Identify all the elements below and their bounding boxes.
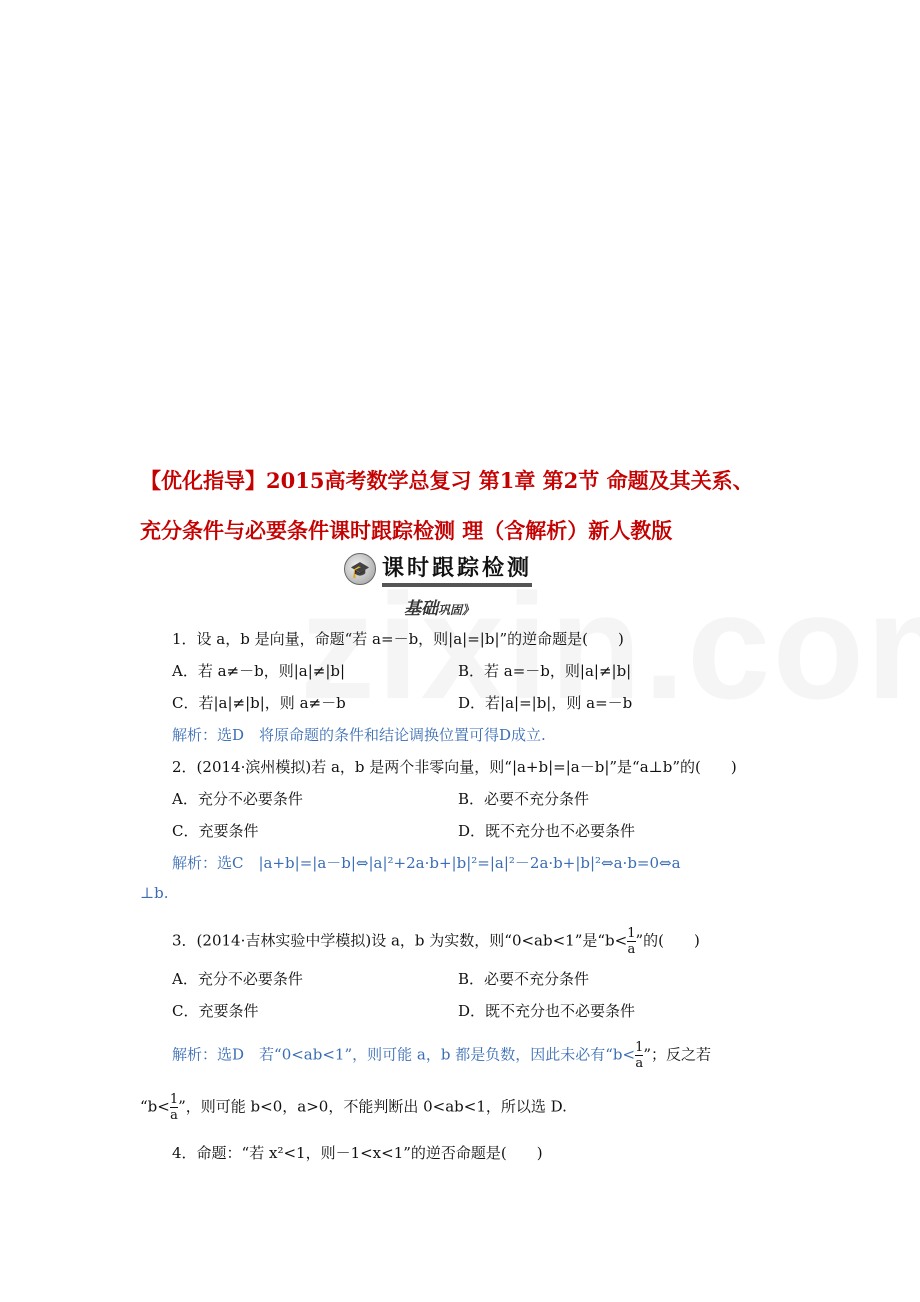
q1-option-a: A．若 a≠－b，则|a|≠|b| [172, 662, 346, 680]
document-title [140, 456, 800, 556]
q2-stem: 2．(2014·滨州模拟)若 a，b 是两个非零向量，则“|a+b|=|a－b|”是“a⊥b”的( ) [172, 758, 737, 776]
q3-option-b: B．必要不充分条件 [458, 970, 590, 988]
q3-stem-start: 3．(2014·吉林实验中学模拟)设 a，b 为实数，则“0<ab<1”是“b< [172, 931, 628, 950]
q3-option-a: A．充分不必要条件 [172, 970, 303, 988]
banner-text: 课时跟踪检测 [382, 551, 532, 587]
section-banner [344, 552, 572, 586]
q3-fraction-num: 1 [627, 926, 636, 941]
q3-analysis-line2-start: “b< [140, 1097, 170, 1116]
q1-analysis: 解析：选D 将原命题的条件和结论调换位置可得D成立. [172, 726, 546, 744]
sub-banner-small: 巩固》 [438, 603, 475, 617]
q3-analysis-line2-end: ”，则可能 b<0，a>0，不能判断出 0<ab<1，所以选 D. [178, 1097, 567, 1116]
q3-analysis-line-1 [172, 1040, 711, 1071]
q3-analysis-fraction-2-num: 1 [169, 1092, 179, 1107]
q1-option-c: C．若|a|≠|b|，则 a≠－b [172, 694, 346, 712]
title-line-1: 【优化指导】2015高考数学总复习 第1章 第2节 命题及其关系、 [140, 468, 754, 493]
q3-fraction-den: a [627, 942, 636, 957]
q3-stem [172, 926, 700, 957]
q3-analysis-fraction-1-num: 1 [635, 1040, 644, 1055]
q2-option-d: D．既不充分也不必要条件 [458, 822, 636, 840]
q3-option-c: C．充要条件 [172, 1002, 259, 1020]
sub-banner [404, 594, 474, 619]
q3-analysis-line-2 [140, 1092, 567, 1123]
q2-option-a: A．充分不必要条件 [172, 790, 303, 808]
title-line-2: 充分条件与必要条件课时跟踪检测 理（含解析）新人教版 [140, 518, 673, 543]
q4-stem: 4．命题：“若 x²<1，则－1<x<1”的逆否命题是( ) [172, 1144, 543, 1162]
graduation-cap-icon: 🎓 [344, 553, 376, 585]
sub-banner-main: 基础 [404, 599, 438, 619]
q3-analysis-line1-end: ”；反之若 [643, 1045, 712, 1064]
q2-analysis-line-1: 解析：选C |a+b|=|a－b|⇔|a|²+2a·b+|b|²=|a|²－2a·b+|b|²⇔a·b=0⇔a [172, 854, 681, 872]
q2-option-b: B．必要不充分条件 [458, 790, 590, 808]
q3-analysis-fraction-2-den: a [170, 1108, 178, 1123]
q3-analysis-start: 解析：选D 若“0<ab<1”，则可能 a，b 都是负数，因此未必有“b< [172, 1045, 636, 1064]
q3-fraction [627, 926, 635, 957]
q1-stem: 1．设 a，b 是向量，命题“若 a=－b，则|a|=|b|”的逆命题是( ) [172, 630, 624, 648]
q3-option-d: D．既不充分也不必要条件 [458, 1002, 636, 1020]
q3-analysis-fraction-1-den: a [635, 1056, 644, 1071]
q3-stem-end: ”的( ) [635, 931, 700, 950]
q1-option-d: D．若|a|=|b|，则 a=－b [458, 694, 633, 712]
q2-option-c: C．充要条件 [172, 822, 259, 840]
q3-analysis-fraction-2 [170, 1092, 178, 1123]
q1-option-b: B．若 a=－b，则|a|≠|b| [458, 662, 632, 680]
q2-analysis-line-2: ⊥b. [140, 884, 169, 902]
